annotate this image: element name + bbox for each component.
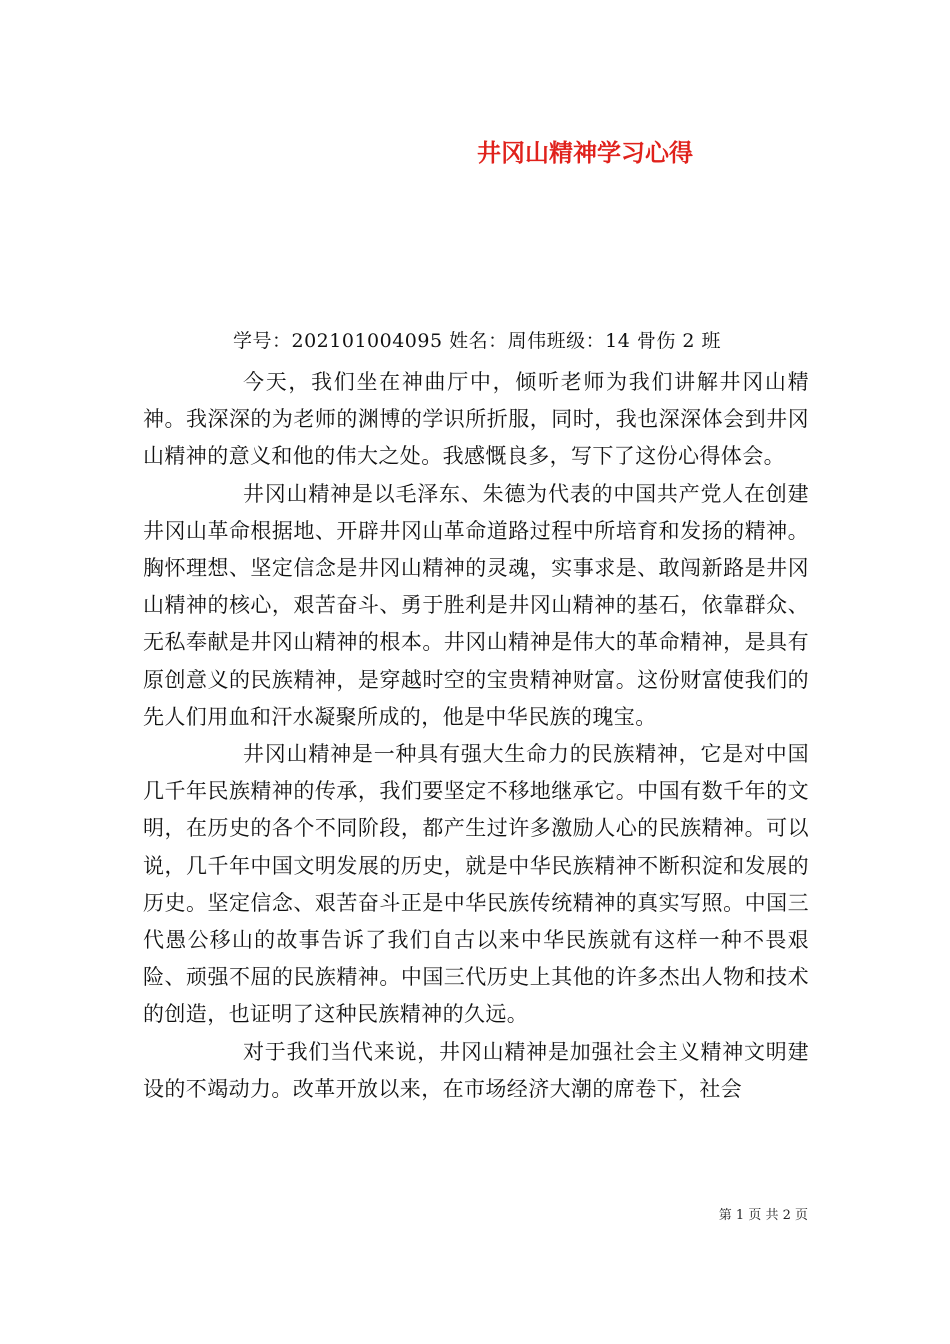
- paragraph: 井冈山精神是以毛泽东、朱德为代表的中国共产党人在创建井冈山革命根据地、开辟井冈山革命道路过程中所培育和发扬的精神。胸怀理想、坚定信念是井冈山精神的灵魂，实事求是、敢闯新路是井冈山精神的核心，艰苦奋斗、勇于胜利是井冈山精神的基石，依靠群众、无私奉献是井冈山精神的根本。井冈山精神是伟大的革命精神，是具有原创意义的民族精神，是穿越时空的宝贵精神财富。这份财富使我们的先人们用血和汗水凝聚所成的，他是中华民族的瑰宝。: [143, 481, 809, 729]
- paragraph: 井冈山精神是一种具有强大生命力的民族精神，它是对中国几千年民族精神的传承，我们要坚定不移地继承它。中国有数千年的文明，在历史的各个不同阶段，都产生过许多激励人心的民族精神。可以说，几千年中国文明发展的历史，就是中华民族精神不断积淀和发展的历史。坚定信念、艰苦奋斗正是中华民族传统精神的真实写照。中国三代愚公移山的故事告诉了我们自古以来中华民族就有这样一种不畏艰险、顽强不屈的民族精神。中国三代历史上其他的许多杰出人物和技术的创造，也证明了这种民族精神的久远。: [143, 742, 809, 1027]
- paragraph: 今天，我们坐在神曲厅中，倾听老师为我们讲解井冈山精神。我深深的为老师的渊博的学识所折服，同时，我也深深体会到井冈山精神的意义和他的伟大之处。我感慨良多，写下了这份心得体会。: [143, 370, 809, 469]
- page-number: 第 1 页 共 2 页: [718, 1208, 808, 1223]
- document-title: 井冈山精神学习心得: [477, 138, 693, 167]
- document-body: [143, 364, 809, 1108]
- student-info-line: 学号：202101004095 姓名：周伟班级：14 骨伤 2 班: [233, 330, 721, 352]
- paragraph: 对于我们当代来说，井冈山精神是加强社会主义精神文明建设的不竭动力。改革开放以来，在市场经济大潮的席卷下，社会: [143, 1039, 809, 1101]
